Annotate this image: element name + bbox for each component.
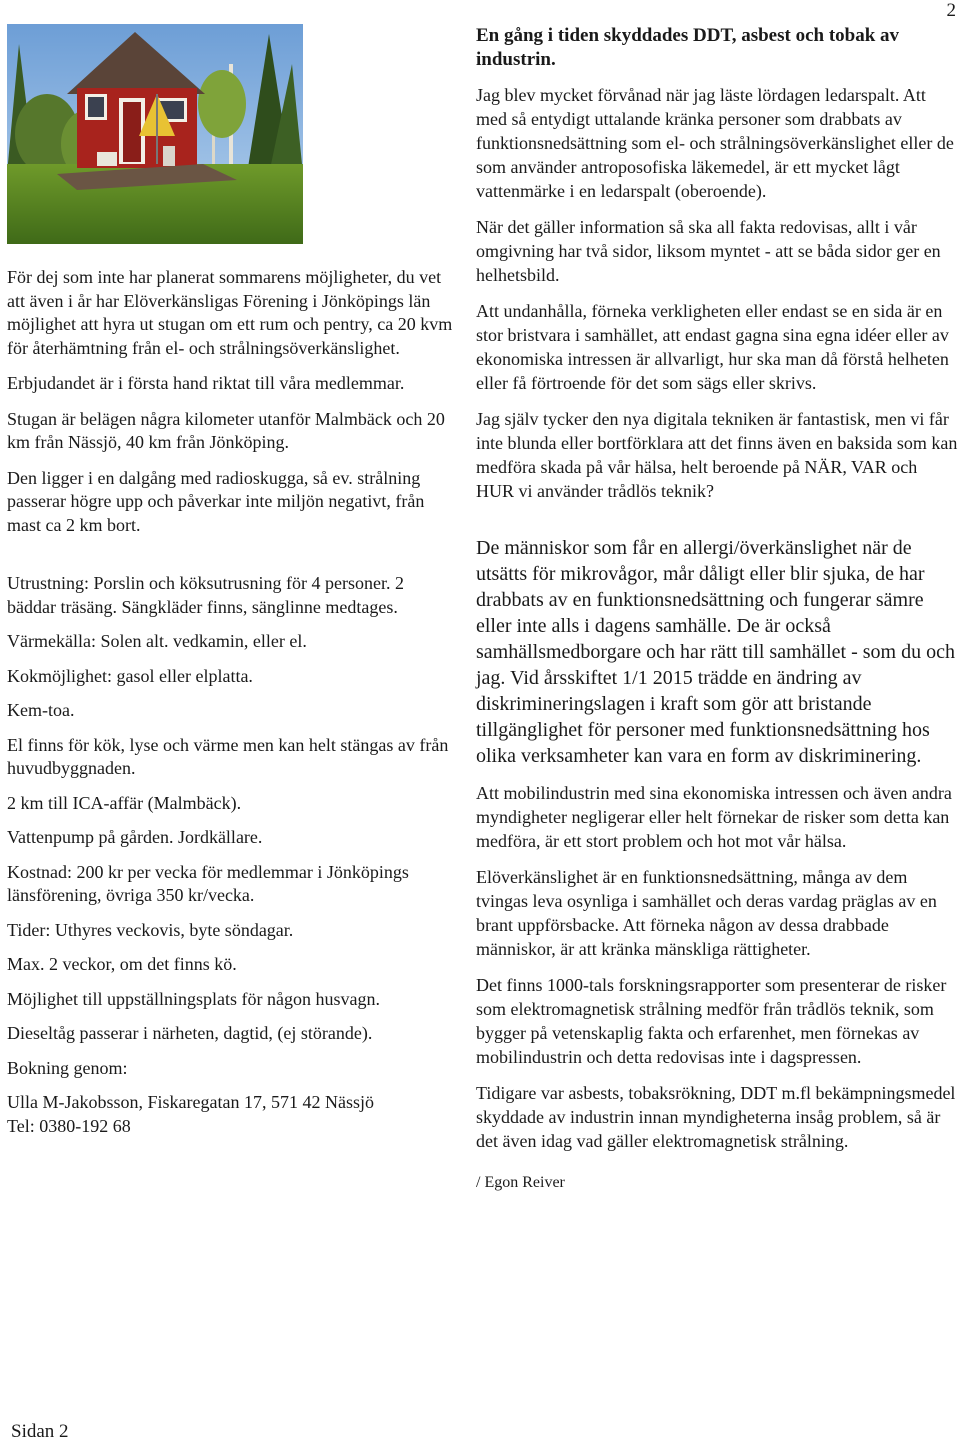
- offer-paragraph: Erbjudandet är i första hand riktat till våra medlemmar.: [7, 373, 405, 393]
- cabin-photo: [7, 24, 303, 244]
- caravan-paragraph: Möjlighet till uppställningsplats för någon husvagn.: [7, 988, 380, 1009]
- article-paragraph-4: Jag själv tycker den nya digitala tekniken är fantastisk, men vi får inte blunda eller bortförklara att det finns även en baksida som kan medföra skada på vår hälsa, helt beroende på NÄR, VAR och HUR vi använder trådlös teknik?: [476, 409, 958, 501]
- water-paragraph: Vattenpump på gården. Jordkällare.: [7, 827, 263, 847]
- article-paragraph-2: När det gäller information så ska all fakta redovisas, allt i vår omgivning har två sidor, liksom myntet - att se båda sidor ger en helhetsbild.: [476, 217, 941, 285]
- page-footer: Sidan 2: [11, 1421, 69, 1442]
- page-number: 2: [946, 0, 956, 21]
- article-paragraph-3: Att undanhålla, förneka verkligheten eller endast se en sida är en stor bristvara i samhället, att endast gagna sina egna idéer eller av ekonomiska intressen är allvarligt, hur ska man då förstå helheten eller få förtroende för det som sägs eller skrivs.: [476, 301, 949, 393]
- left-column: [7, 266, 457, 1138]
- cabin-illustration: [7, 24, 303, 244]
- store-paragraph: 2 km till ICA-affär (Malmbäck).: [7, 792, 242, 813]
- booking-label: Bokning genom:: [7, 1057, 128, 1078]
- article-paragraph-5: De människor som får en allergi/överkänslighet när de utsätts för mikrovågor, mår dåligt eller blir sjuka, de har drabbats av en funktionsnedsättning och fungerar sämre eller inte alls i dagens samhälle. De är också samhällsmedborgare och har rätt till samhället - som du och jag. Vid årsskiftet 1/1 2015 trädde en ändring av diskrimineringslagen i kraft som gör att bristande tillgänglighet för personer med funktionsnedsättning hos olika verksamheter kan vara en form av diskriminering.: [476, 537, 955, 767]
- train-paragraph: Dieseltåg passerar i närheten, dagtid, (ej störande).: [7, 1023, 373, 1043]
- equipment-paragraph: Utrustning: Porslin och köksutrusning för 4 personer. 2 bäddar träsäng. Sängkläder finns, sänglinne medtages.: [7, 573, 404, 617]
- article-heading: En gång i tiden skyddades DDT, asbest och tobak av industrin.: [476, 25, 900, 70]
- electricity-paragraph: El finns för kök, lyse och värme men kan helt stängas av från huvudbyggnaden.: [7, 734, 449, 778]
- toilet-paragraph: Kem-toa.: [7, 700, 75, 720]
- article-paragraph-8: Det finns 1000-tals forskningsrapporter som presenterar de risker som elektromagnetisk strålning medför från trådlös teknik, som bygger på vetenskaplig fakta och erfarenhet, men förnekas av mobilindustrin och detta redovisas inte i dagspressen.: [476, 975, 947, 1067]
- right-column: [476, 24, 958, 1195]
- cooking-paragraph: Kokmöjlighet: gasol eller elplatta.: [7, 665, 253, 686]
- times-paragraph: Tider: Uthyres veckovis, byte söndagar.: [7, 919, 294, 940]
- max-paragraph: Max. 2 veckor, om det finns kö.: [7, 954, 237, 974]
- contact-phone: Tel: 0380-192 68: [7, 1115, 131, 1136]
- article-signature: / Egon Reiver: [476, 1174, 565, 1191]
- cost-paragraph: Kostnad: 200 kr per vecka för medlemmar i Jönköpings länsförening, övriga 350 kr/vecka.: [7, 861, 409, 905]
- article-paragraph-9: Tidigare var asbests, tobaksrökning, DDT m.fl bekämpningsmedel skyddade av industrin innan myndigheterna insåg problem, så är det även idag vad gäller elektromagnetisk strålning.: [476, 1083, 956, 1151]
- heating-paragraph: Värmekälla: Solen alt. vedkamin, eller el.: [7, 631, 307, 651]
- contact-address: Ulla M-Jakobsson, Fiskaregatan 17, 571 42 Nässjö: [7, 1092, 374, 1112]
- intro-paragraph: För dej som inte har planerat sommarens möjligheter, du vet att även i år har Elöverkänsligas Förening i Jönköpings län möjlighet att hyra ut stugan om ett rum och pentry, ca 20 kvm för återhämtning från el- och strålningsöverkänslighet.: [7, 267, 453, 358]
- location-paragraph: Stugan är belägen några kilometer utanför Malmbäck och 20 km från Nässjö, 40 km från Jönköping.: [7, 408, 445, 452]
- article-paragraph-1: Jag blev mycket förvånad när jag läste lördagen ledarspalt. Att med så entydigt uttalande kränka personer som drabbats av funktionsnedsättning som el- och strålningsöverkänslighet eller de som använder antroposofiska läkemedel, är ett mycket lågt vattenmärke i en ledarspalt (oberoende).: [476, 85, 954, 201]
- radio-shadow-paragraph: Den ligger i en dalgång med radioskugga, så ev. strålning passerar högre upp och påverkar inte miljön negativt, från mast ca 2 km bort.: [7, 467, 425, 535]
- article-paragraph-6: Att mobilindustrin med sina ekonomiska intressen och även andra myndigheter negligerar eller helt förnekar de risker som detta kan medföra, är ett stort problem och hot mot vår hälsa.: [476, 783, 952, 851]
- article-paragraph-7: Elöverkänslighet är en funktionsnedsättning, många av dem tvingas leva osynliga i samhället och deras vardag präglas av en brant uppförsbacke. Att förneka någon av dessa drabbade människor, är att kränka mänskliga rättigheter.: [476, 867, 937, 959]
